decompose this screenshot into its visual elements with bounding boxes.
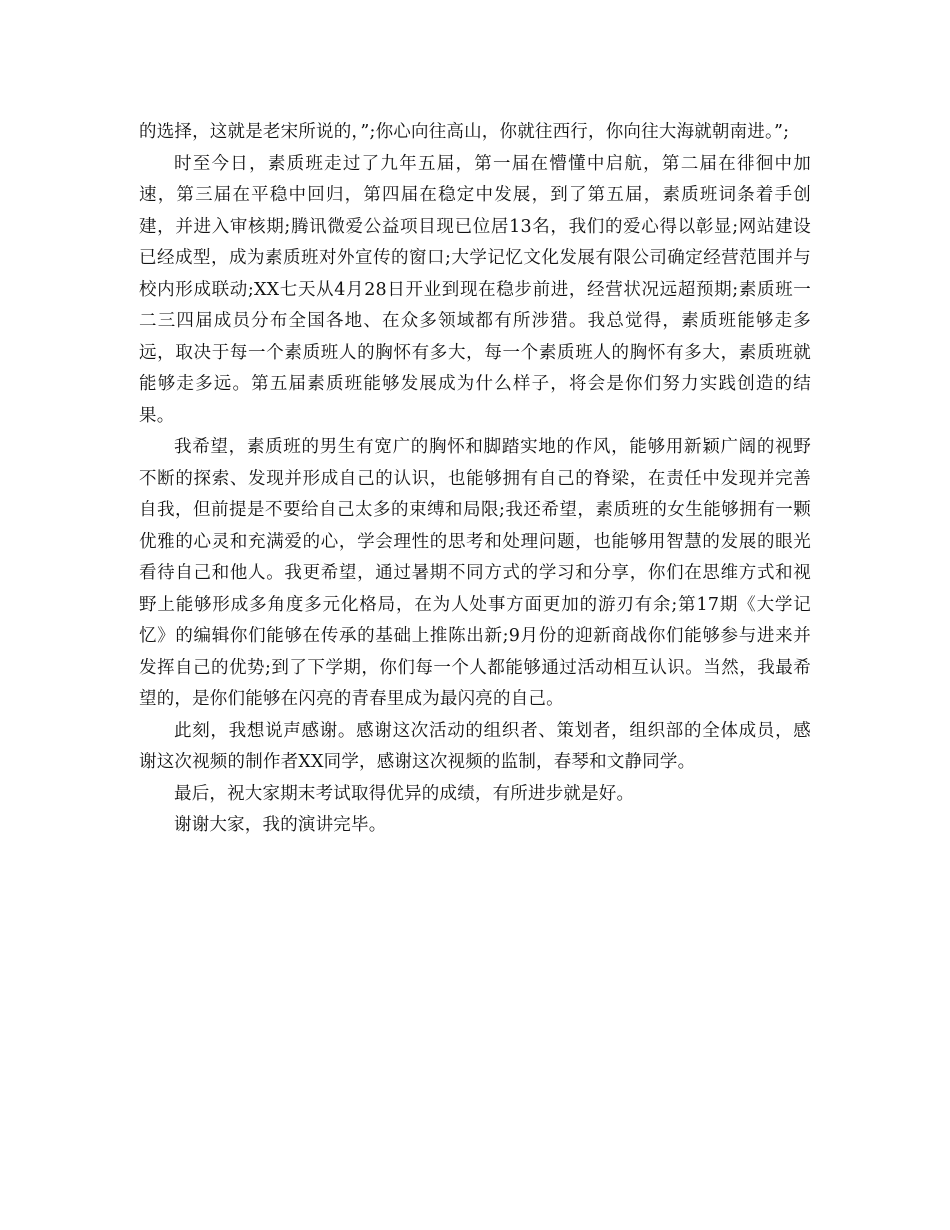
- paragraph-thanks: 此刻，我想说声感谢。感谢这次活动的组织者、策划者，组织部的全体成员，感谢这次视频的制作者XX同学，感谢这次视频的监制，春琴和文静同学。: [139, 720, 811, 772]
- document-body: [139, 117, 811, 842]
- paragraph-development: 时至今日，素质班走过了九年五届，第一届在懵懂中启航，第二届在徘徊中加速，第三届在平稳中回归，第四届在稳定中发展，到了第五届，素质班词条着手创建，并进入审核期;腾讯微爱公益项目现已位居13名，我们的爱心得以彰显;网站建设已经成型，成为素质班对外宣传的窗口;大学记忆文化发展有限公司确定经营范围并与校内形成联动;XX七天从4月28日开业到现在稳步前进，经营状况远超预期;素质班一二三四届成员分布全国各地、在众多领域都有所涉猎。我总觉得，素质班能够走多远，取决于每一个素质班人的胸怀有多大，每一个素质班人的胸怀有多大，素质班就能够走多远。第五届素质班能够发展成为什么样子，将会是你们努力实践创造的结果。: [139, 153, 811, 426]
- paragraph-wishes: 最后，祝大家期末考试取得优异的成绩，有所进步就是好。: [174, 783, 635, 804]
- paragraph-continued: 的选择，这就是老宋所说的，”;你心向往高山，你就往西行，你向往大海就朝南进。”;: [139, 122, 790, 142]
- paragraph-hopes: 我希望，素质班的男生有宽广的胸怀和脚踏实地的作风，能够用新颖广阔的视野不断的探索、发现并形成自己的认识，也能够拥有自己的脊梁，在责任中发现并完善自我，但前提是不要给自己太多的束缚和局限;我还希望，素质班的女生能够拥有一颗优雅的心灵和充满爱的心，学会理性的思考和处理问题，也能够用智慧的发展的眼光看待自己和他人。我更希望，通过暑期不同方式的学习和分享，你们在思维方式和视野上能够形成多角度多元化格局，在为人处事方面更加的游刃有余;第17期《大学记忆》的编辑你们能够在传承的基础上推陈出新;9月份的迎新商战你们能够参与进来并发挥自己的优势;到了下学期，你们每一个人都能够通过活动相互认识。当然，我最希望的，是你们能够在闪亮的青春里成为最闪亮的自己。: [139, 437, 811, 709]
- paragraph-closing: 谢谢大家，我的演讲完毕。: [174, 815, 387, 835]
